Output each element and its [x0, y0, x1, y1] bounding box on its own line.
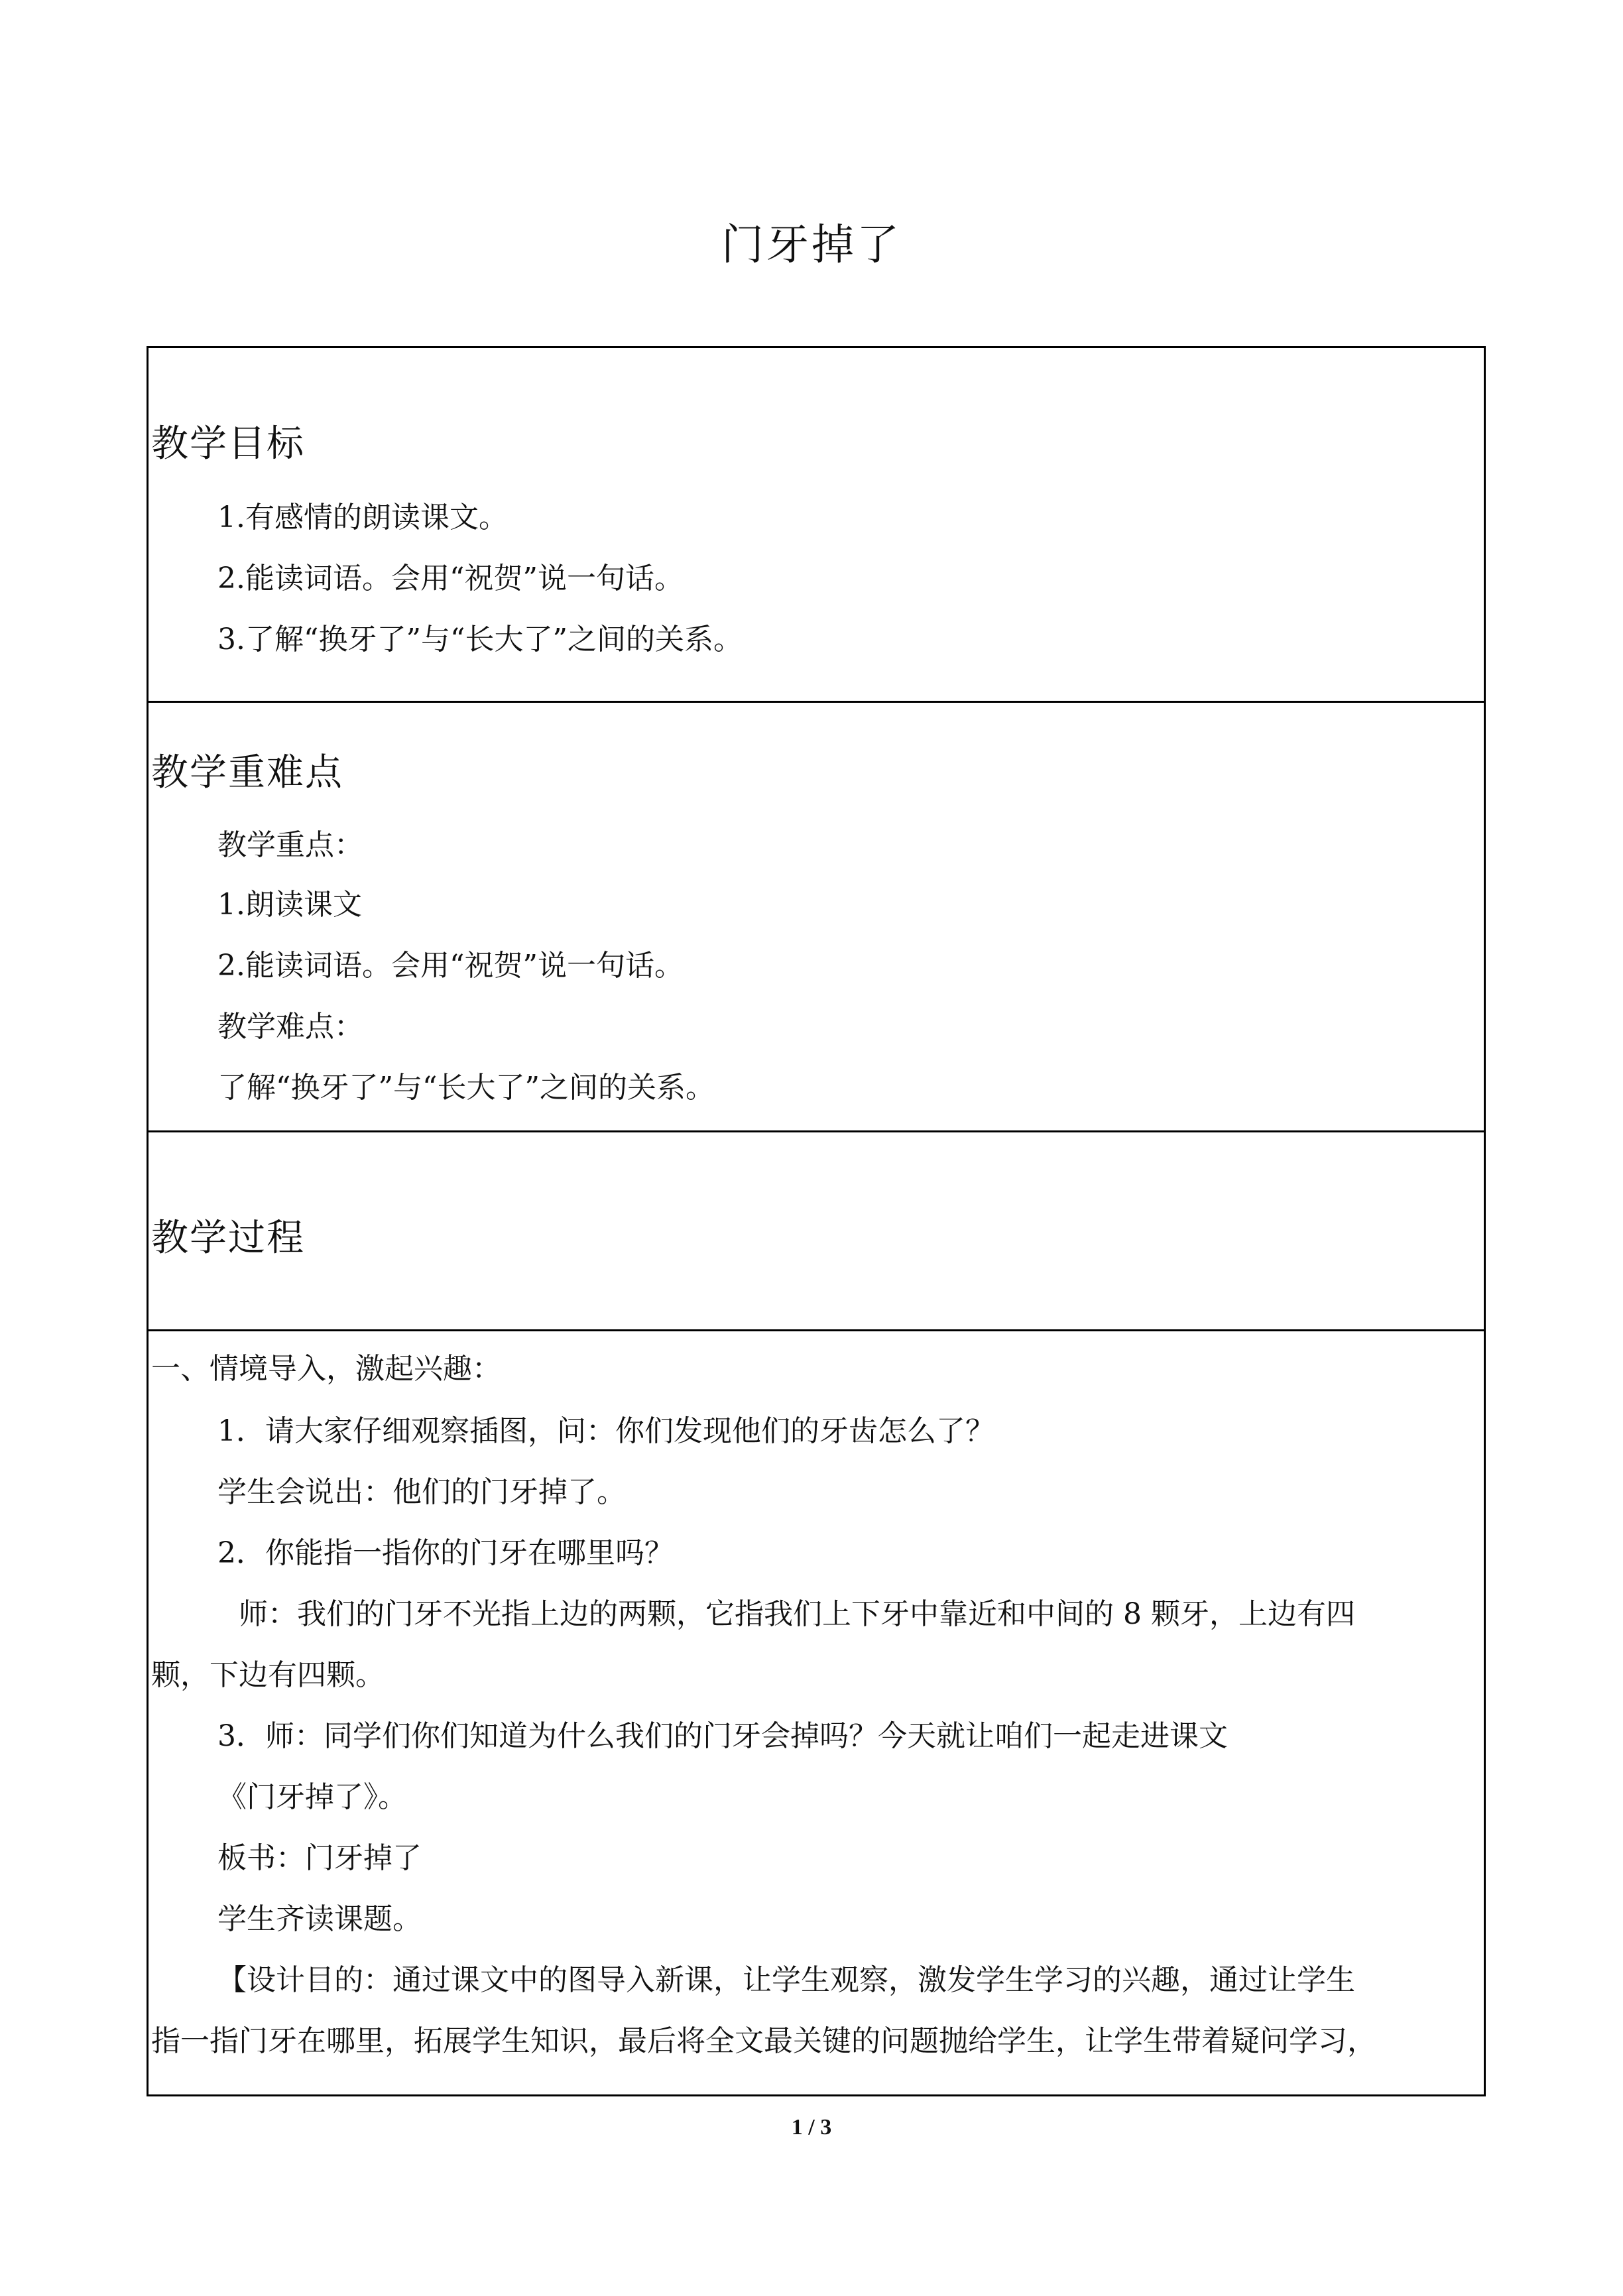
objective-item: 3.了解“换牙了”与“长大了”之间的关系。: [217, 623, 743, 656]
content-line: 板书：门牙掉了: [217, 1841, 422, 1875]
key-points-line: 2.能读词语。会用“祝贺”说一句话。: [217, 949, 684, 983]
page-number: 1 / 3: [791, 2115, 832, 2140]
content-line: 【设计目的：通过课文中的图导入新课，让学生观察，激发学生学习的兴趣，通过让学生: [217, 1963, 1355, 1997]
content-line: 学生会说出：他们的门牙掉了。: [217, 1475, 626, 1509]
content-line: 2．你能指一指你的门牙在哪里吗？: [217, 1536, 674, 1570]
content-line: 颗，下边有四颗。: [151, 1658, 385, 1692]
content-line: 学生齐读课题。: [217, 1902, 422, 1936]
row-divider: [149, 701, 1484, 703]
row-divider: [149, 1130, 1484, 1132]
lesson-plan-table: [147, 346, 1486, 2096]
key-points-line: 了解“换牙了”与“长大了”之间的关系。: [217, 1071, 715, 1105]
key-points-heading: 教学重难点: [151, 751, 343, 794]
objective-item: 2.能读词语。会用“祝贺”说一句话。: [217, 562, 684, 595]
step-title: 一、情境导入，激起兴趣：: [151, 1352, 501, 1386]
key-points-line: 1.朗读课文: [217, 888, 362, 922]
content-line: 1．请大家仔细观察插图，问：你们发现他们的牙齿怎么了？: [217, 1414, 994, 1448]
content-line: 指一指门牙在哪里，拓展学生知识，最后将全文最关键的问题抛给学生，让学生带着疑问学习，: [151, 2024, 1376, 2058]
content-line: 《门牙掉了》。: [217, 1780, 407, 1814]
document-title: 门牙掉了: [721, 221, 902, 270]
process-heading: 教学过程: [151, 1217, 305, 1260]
content-line: 3．师：同学们你们知道为什么我们的门牙会掉吗？今天就让咱们一起走进课文: [217, 1719, 1228, 1753]
row-divider: [149, 1329, 1484, 1331]
objectives-heading: 教学目标: [151, 422, 305, 465]
objective-item: 1.有感情的朗读课文。: [217, 501, 508, 534]
key-points-line: 教学重点：: [217, 828, 363, 862]
key-points-line: 教学难点：: [217, 1010, 363, 1044]
content-line: 师：我们的门牙不光指上边的两颗，它指我们上下牙中靠近和中间的 8 颗牙，上边有四: [239, 1597, 1355, 1631]
